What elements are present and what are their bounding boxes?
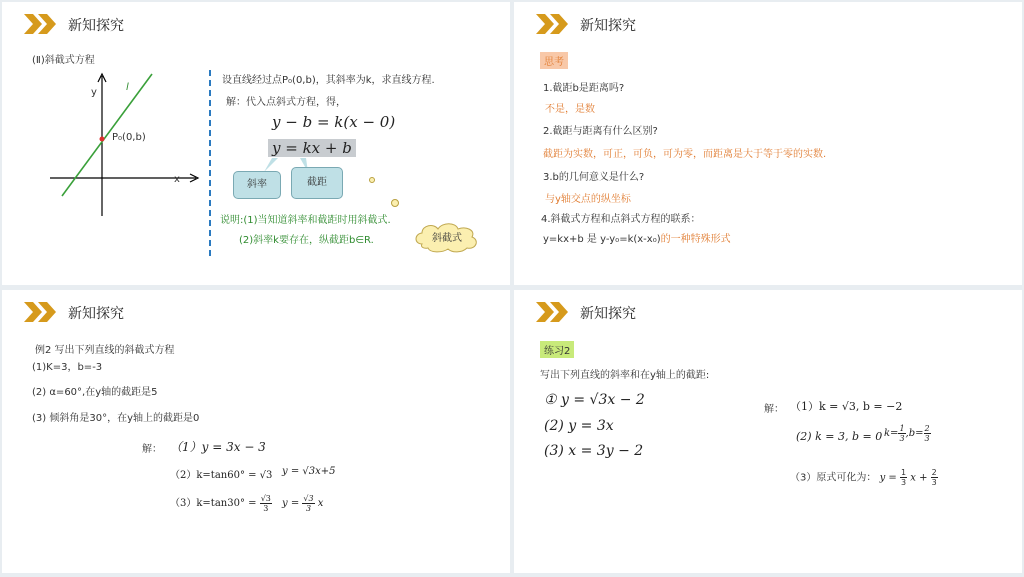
fraction: [924, 424, 931, 443]
section-heading: (Ⅱ)斜截式方程: [32, 55, 95, 66]
solution-3a-prefix: （3）k=tan30° =: [170, 498, 257, 509]
chevron-icon: [536, 302, 572, 322]
slide-title: 新知探究: [580, 306, 636, 322]
slide-title: 新知探究: [68, 18, 124, 34]
example-heading: 例2 写出下列直线的斜截式方程: [35, 345, 175, 356]
slide-3: [2, 290, 510, 573]
solution-text: 解：代入点斜式方程，得，: [226, 97, 346, 108]
small-circle-icon: [368, 176, 378, 186]
solution-3b-prefix: y =: [282, 498, 300, 509]
denominator: 3: [931, 478, 937, 487]
answer-4-note: 的一种特殊形式: [660, 234, 731, 245]
example-item-1: (1)K=3，b=-3: [32, 362, 103, 373]
numerator: 2: [924, 424, 930, 433]
solution-3a: [170, 494, 272, 513]
answer-2: 截距为实数，可正，可负，可为零，而距离是大于等于零的实数.: [543, 149, 827, 160]
dashed-divider: [208, 70, 212, 260]
slide-2: [514, 2, 1022, 285]
line-label: l: [126, 82, 129, 93]
numerator: 2: [931, 468, 937, 477]
solution-2b: y = √3x+5: [282, 466, 336, 477]
example-item-3: (3) 倾斜角是30°，在y轴上的截距是0: [32, 413, 200, 424]
denominator: 3: [900, 478, 907, 487]
chevron-icon: [536, 14, 572, 34]
result-2a: (2) k = 3, b = 0: [796, 430, 883, 443]
practice-tag: 练习2: [540, 341, 574, 358]
result-2b: [884, 424, 931, 443]
exercise-1: ① y = √3x − 2: [544, 392, 645, 408]
numerator: 1: [900, 468, 907, 477]
x-axis-label: x: [174, 174, 180, 185]
chevron-icon: [24, 14, 60, 34]
slope-bubble: 斜率: [233, 171, 281, 199]
y-axis-label: y: [91, 87, 97, 98]
exercise-3: (3) x = 3y − 2: [544, 443, 644, 459]
intercept-bubble: 截距: [291, 167, 343, 199]
note-line-2: (2)斜率k要存在，纵截距b∈R.: [239, 235, 374, 246]
small-circle-icon: [390, 198, 402, 210]
equation-slope-intercept: y = kx + b: [268, 139, 356, 157]
question-4: 4.斜截式方程和点斜式方程的联系：: [541, 214, 701, 225]
equation-point-slope: y − b = k(x − 0): [272, 113, 396, 131]
result-3-x: x +: [910, 472, 928, 484]
solution-1: （1）y = 3x − 3: [170, 440, 266, 454]
note-line-1: 说明:(1)当知道斜率和截距时用斜截式.: [220, 215, 391, 226]
numerator: 1: [899, 424, 905, 433]
practice-intro: 写出下列直线的斜率和在y轴上的截距:: [540, 370, 710, 381]
cloud-label: 斜截式: [432, 233, 462, 244]
question-3: 3.b的几何意义是什么?: [543, 172, 645, 183]
think-tag: 思考: [540, 52, 568, 69]
exercise-2: (2) y = 3x: [544, 418, 614, 434]
fraction: [900, 468, 907, 487]
solution-label: 解：: [142, 444, 162, 455]
result-3: [790, 468, 938, 487]
result-2b-prefix: k=: [884, 428, 899, 439]
solution-3b: [282, 494, 323, 513]
denominator: 3: [305, 504, 312, 513]
fraction: [931, 468, 938, 487]
denominator: 3: [924, 434, 930, 443]
answer-4: [543, 230, 731, 245]
numerator: √3: [260, 494, 271, 503]
problem-text: 设直线经过点P₀(0,b)，其斜率为k，求直线方程.: [222, 75, 435, 86]
slide-4: [514, 290, 1022, 573]
fraction: [260, 494, 272, 513]
result-3-y: y =: [879, 472, 897, 484]
chevron-icon: [24, 302, 60, 322]
denominator: 3: [899, 434, 905, 443]
slide-title: 新知探究: [68, 306, 124, 322]
answer-3: 与y轴交点的纵坐标: [545, 194, 631, 205]
question-2: 2.截距与距离有什么区别?: [543, 126, 658, 137]
question-1: 1.截距b是距离吗?: [543, 83, 625, 94]
fraction: [898, 424, 905, 443]
point-label: P₀(0,b): [112, 132, 146, 143]
solution-3b-suffix: x: [317, 498, 324, 509]
answer-1: 不是，是数: [545, 104, 595, 115]
solution-2a: （2）k=tan60° = √3: [170, 470, 273, 481]
result-3-prefix: （3）原式可化为：: [790, 472, 877, 484]
denominator: 3: [263, 504, 269, 513]
slide-1: [2, 2, 510, 285]
result-2b-middle: ,b=: [905, 428, 924, 439]
slide-title: 新知探究: [580, 18, 636, 34]
numerator: √3: [303, 494, 314, 503]
answer-4-formula: y=kx+b 是 y-y₀=k(x-x₀): [543, 234, 661, 245]
example-item-2: (2) α=60°,在y轴的截距是5: [32, 387, 158, 398]
solution-label: 解：: [764, 404, 784, 415]
result-1: （1）k = √3, b = −2: [790, 400, 903, 413]
fraction: [302, 494, 314, 513]
